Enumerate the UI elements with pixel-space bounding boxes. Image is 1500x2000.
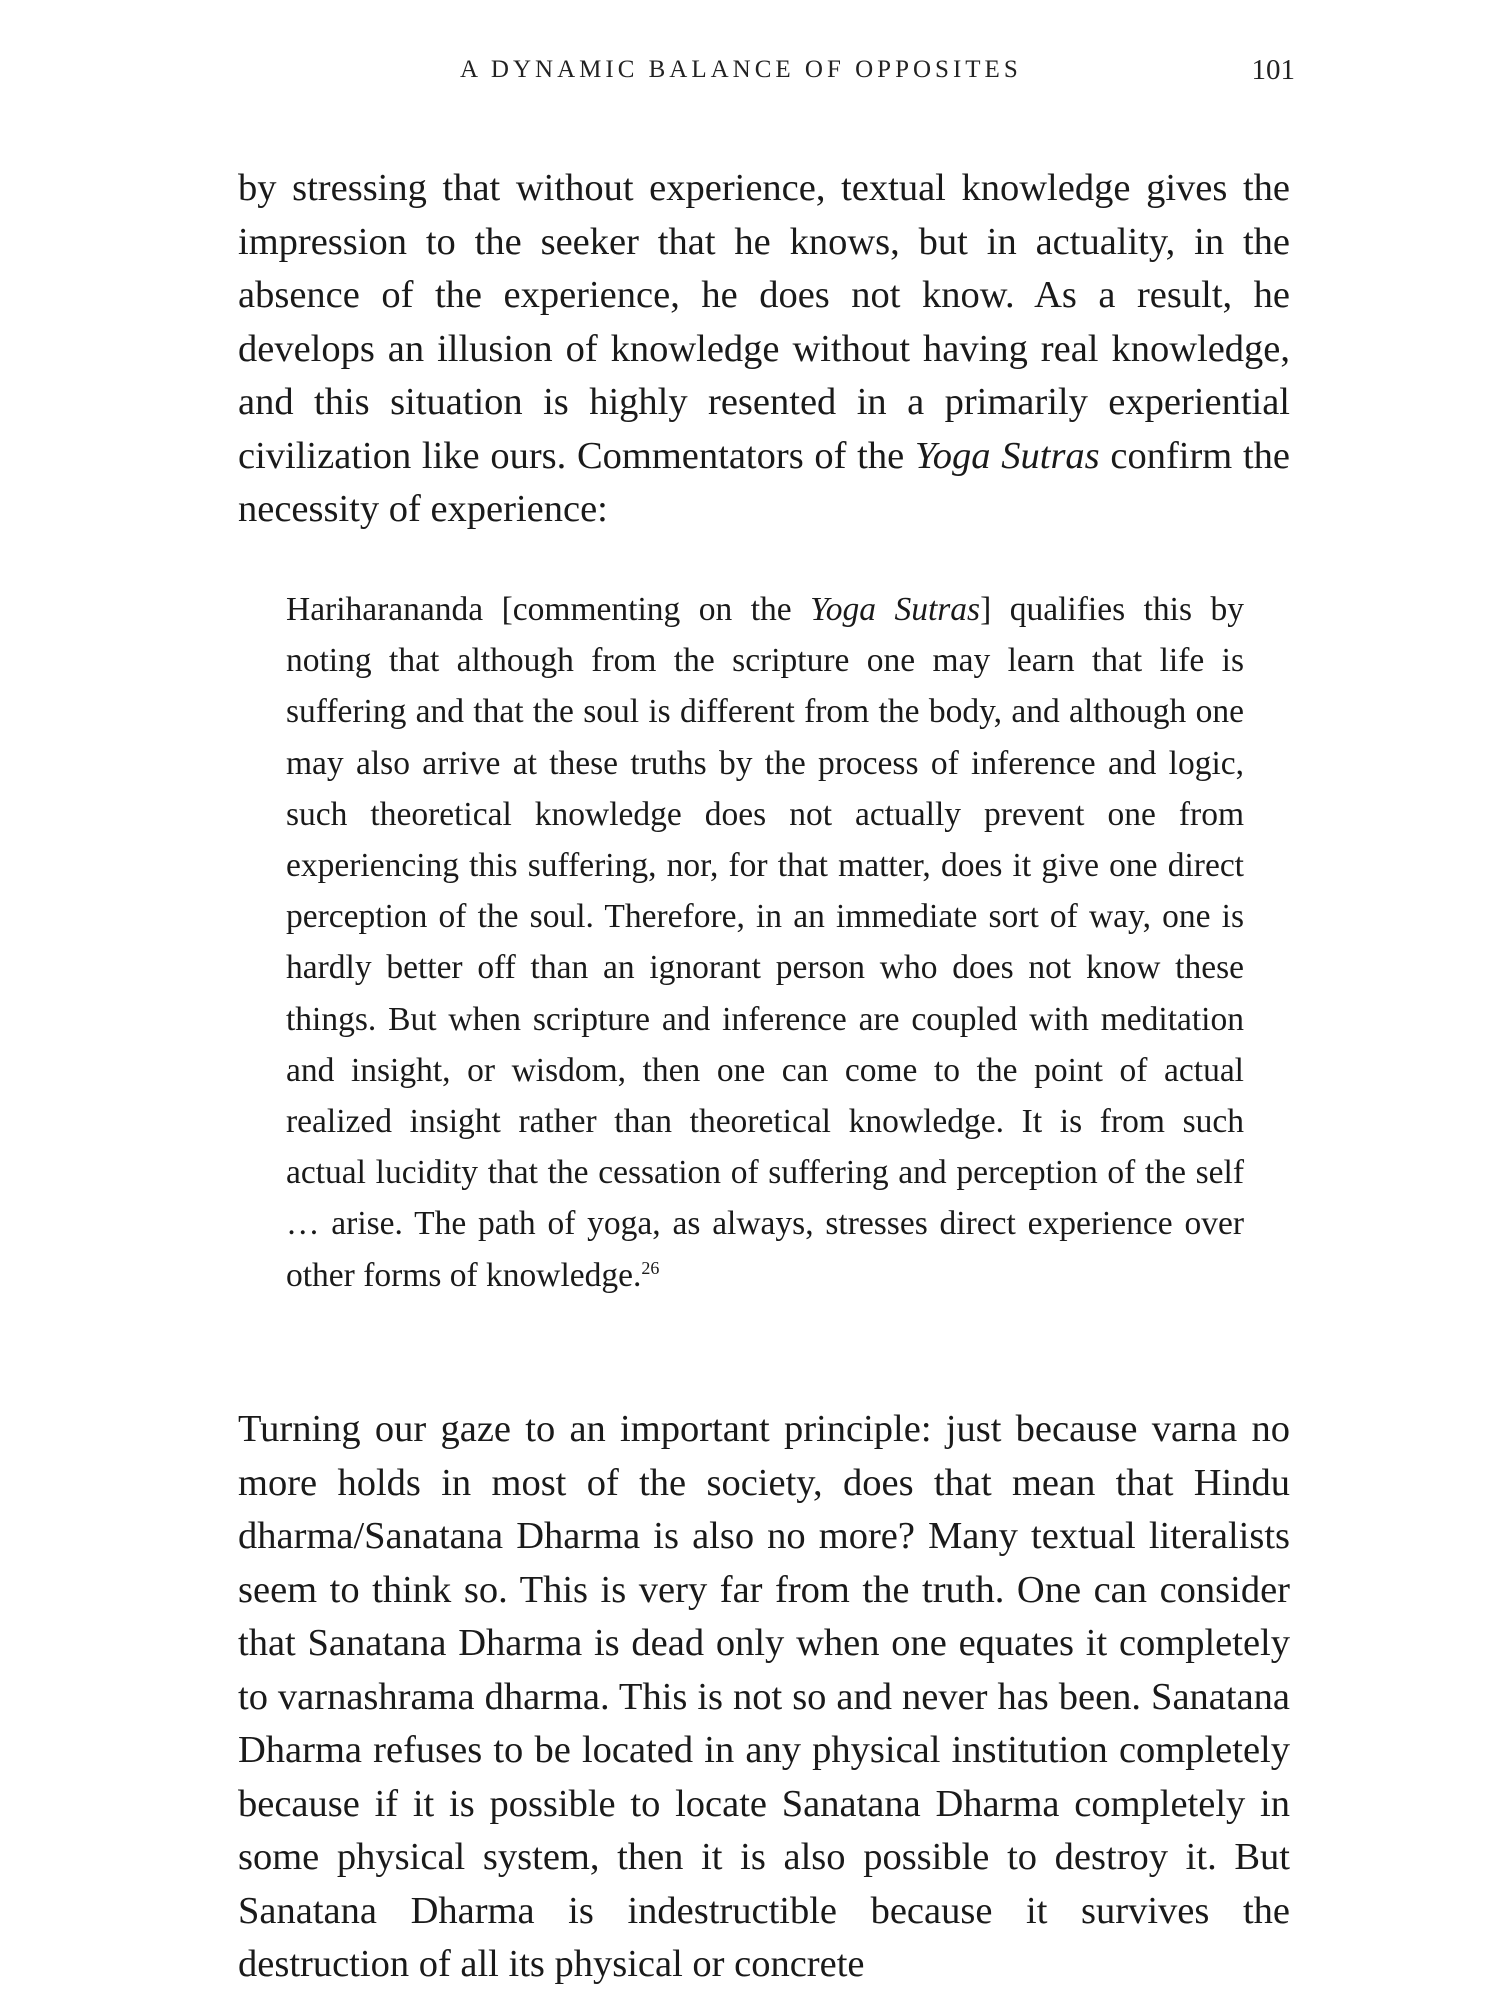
page-number: 101: [1251, 54, 1295, 86]
running-head: A DYNAMIC BALANCE OF OPPOSITES: [460, 56, 1022, 83]
block-quote: [286, 584, 1244, 1301]
body-paragraph-1: [238, 162, 1290, 537]
footnote-reference: 26: [641, 1257, 660, 1278]
block-quote-italic-title: Yoga Sutras: [810, 591, 981, 628]
paragraph-1-italic-title: Yoga Sutras: [914, 434, 1100, 477]
block-quote-text-a: Hariharananda [commenting on the: [286, 591, 811, 628]
block-quote-text-b: ] qualifies this by noting that although from the scripture one may learn that life is suffering and that the soul is different from the body, and although one may also arrive at these truths by the process of inference and logic, such theoretical knowledge does not actually prevent one from experiencing this suffering, nor, for that matter, does it give one direct perception of the soul. Therefore, in an immediate sort of way, one is hardly better off than an ignorant person who does not know these things. But when scripture and inference are coupled with meditation and insight, or wisdom, then one can come to the point of actual realized insight rather than theoretical knowledge. It is from such actual lucidity that the cessation of suffering and perception of the self … arise. The path of yoga, as always, stresses direct experience over other forms of knowledge.: [286, 591, 1244, 1294]
body-paragraph-2: Turning our gaze to an important principle: just because varna no more holds in most of the society, does that mean that Hindu dharma/Sanatana Dharma is also no more? Many textual literalists seem to think so. This is very far from the truth. One can consider that Sanatana Dharma is dead only when one equates it completely to varnashrama dharma. This is not so and never has been. Sanatana Dharma refuses to be located in any physical institution completely because if it is possible to locate Sanatana Dharma completely in some physical system, then it is also possible to destroy it. But Sanatana Dharma is indestructible because it survives the destruction of all its physical or concrete: [238, 1408, 1290, 1985]
paragraph-1-text-a: by stressing that without experience, textual knowledge gives the impression to the seeker that he knows, but in actuality, in the absence of the experience, he does not know. As a result, he develops an illusion of knowledge without having real knowledge, and this situation is highly resented in a primarily experiential civilization like ours. Commentators of the: [238, 167, 1290, 477]
paragraph-1-text-b: confirm the necessity of experience:: [238, 434, 1290, 530]
